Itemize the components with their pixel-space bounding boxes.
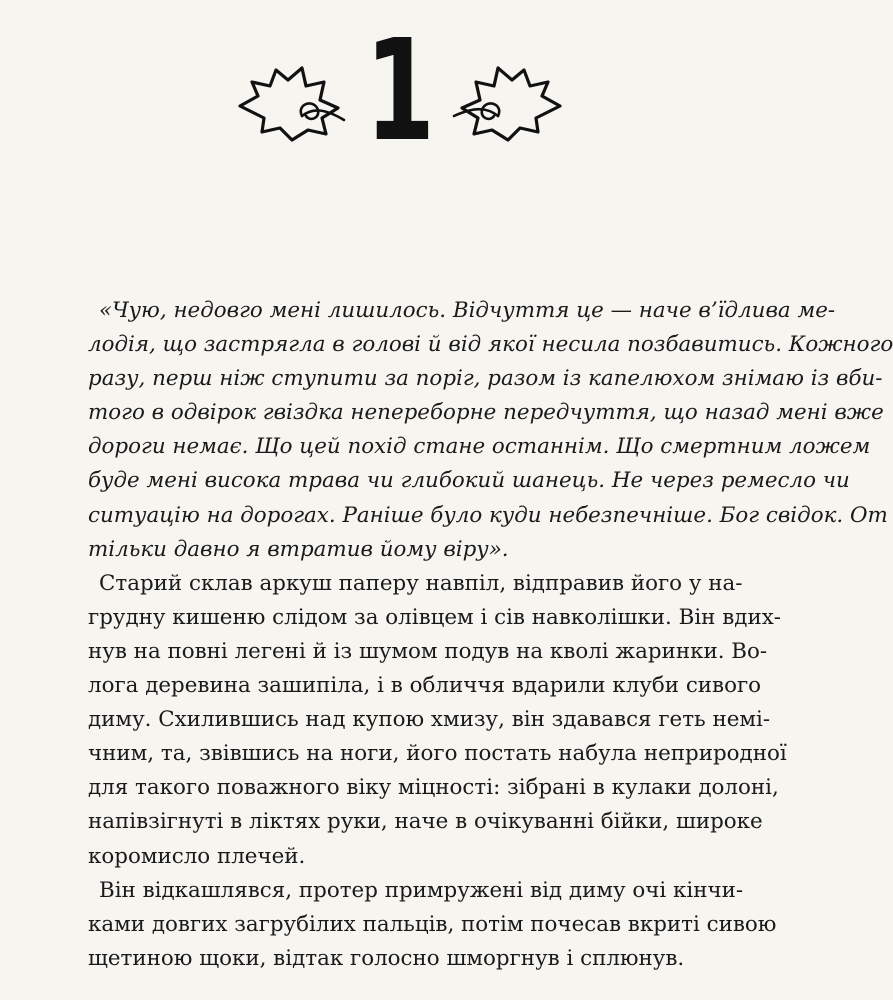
text-line: буде мені висока трава чи глибокий шанець. Не через ремесло чи [88, 468, 850, 494]
text-line: для такого поважного віку міцності: зібрані в кулаки долоні, [88, 775, 779, 801]
maple-leaf-icon [448, 46, 568, 146]
text-line: ками довгих загрубілих пальців, потім почесав вкриті сивою [88, 911, 777, 937]
text-line: разу, перш ніж ступити за поріг, разом із капелюхом знімаю із вби- [88, 366, 883, 392]
text-line: того в одвірок гвіздка непереборне передчуття, що назад мені вже [88, 400, 884, 426]
text-line: диму. Схилившись над купою хмизу, він здавався геть немі- [88, 707, 771, 733]
text-line: щетиною щоки, відтак голосно шморгнув і сплюнув. [88, 945, 685, 971]
maple-leaf-icon [232, 46, 352, 146]
text-line: чним, та, звівшись на ноги, його постать набула неприродної [88, 741, 787, 767]
text-line: Старий склав аркуш паперу навпіл, відправив його у на- [99, 570, 743, 596]
chapter-heading [0, 10, 800, 173]
paragraph [88, 567, 787, 874]
text-line: Він відкашлявся, протер примружені від диму очі кінчи- [99, 877, 744, 903]
text-line: грудну кишеню слідом за олівцем і сів навколішки. Він вдих- [88, 604, 781, 630]
text-line: коромисло плечей. [88, 843, 306, 869]
chapter-number: 1 [364, 10, 436, 173]
text-line: напівзігнуті в ліктях руки, наче в очікуванні бійки, широке [88, 809, 763, 835]
text-line: нув на повні легені й із шумом подув на кволі жаринки. Во- [88, 638, 768, 664]
text-line: дороги немає. Що цей похід стане останнім. Що смертним ложем [88, 434, 871, 460]
text-line: тільки давно я втратив йому віру». [88, 536, 509, 562]
text-line: лога деревина зашипіла, і в обличчя вдарили клуби сивого [88, 673, 762, 699]
text-line: «Чую, недовго мені лишилось. Відчуття це — наче в’їдлива ме- [99, 298, 836, 323]
text-line: ситуацію на дорогах. Раніше було куди небезпечніше. Бог свідок. От [88, 502, 888, 528]
text-line: лодія, що застрягла в голові й від якої несила позбавитись. Кожного [88, 332, 893, 358]
paragraph [88, 874, 777, 976]
paragraph-italic-quote [88, 294, 893, 567]
body-text [88, 294, 893, 976]
